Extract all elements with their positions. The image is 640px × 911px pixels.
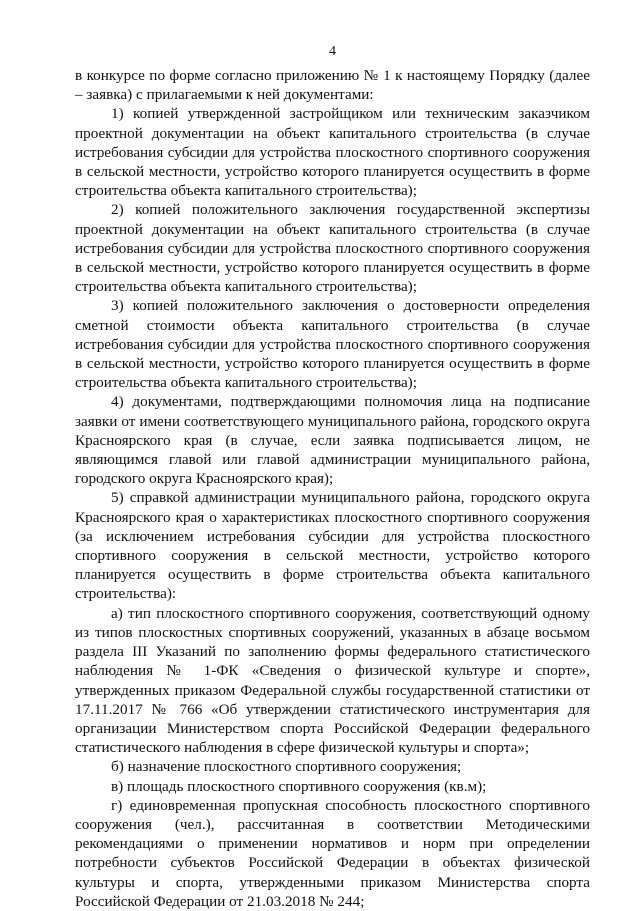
paragraph-item-3: 3) копией положительного заключения о достоверности определения сметной стоимости объекта капитального строительства (в случае истребования субсидии для устройства плоскостного спортивного сооружения в сельской местности, устройство которого планируется осуществить в форме строительства объекта капитального строительства); [75, 297, 590, 392]
paragraph-item-2: 2) копией положительного заключения государственной экспертизы проектной документации на объект капитального строительства (в случае истребования субсидии для устройства плоскостного спортивного сооружения в сельской местности, устройство которого планируется осуществить в форме строительства объекта капитального строительства); [75, 201, 590, 296]
paragraph-intro: в конкурсе по форме согласно приложению № 1 к настоящему Порядку (далее – заявка) с прилагаемыми к ней документами: [75, 67, 590, 104]
paragraph-item-1: 1) копией утвержденной застройщиком или техническим заказчиком проектной документации на объект капитального строительства (в случае истребования субсидии для устройства плоскостного спортивного сооружения в сельской местности, устройство которого планируется осуществить в форме строительства объекта капитального строительства); [75, 105, 590, 200]
paragraph-subitem-g: г) единовременная пропускная способность плоскостного спортивного сооружения (чел.), рассчитанная в соответствии Методическими рекомендациями о применении нормативов и норм при определении потребности субъектов Российской Федерации в объектах физической культуры и спорта, утвержденными приказом Министерства спорта Российской Федерации от 21.03.2018 № 244; [75, 796, 590, 910]
paragraph-item-4: 4) документами, подтверждающими полномочия лица на подписание заявки от имени соответствующего муниципального района, городского округа Красноярского края (в случае, если заявка подписывается лицом, не являющимся главой или главой администрации муниципального района, городского округа Красноярского края); [75, 393, 590, 488]
body-text [75, 66, 590, 911]
paragraph-item-5: 5) справкой администрации муниципального района, городского округа Красноярского края о характеристиках плоскостного спортивного сооружения (за исключением истребования субсидии для устройства плоскостного спортивного сооружения в сельской местности, устройство которого планируется осуществить в форме строительства объекта капитального строительства): [75, 489, 590, 603]
paragraph-subitem-v: в) площадь плоскостного спортивного сооружения (кв.м); [111, 777, 487, 795]
paragraph-subitem-b: б) назначение плоскостного спортивного сооружения; [111, 758, 462, 776]
page-number: 4 [329, 44, 336, 59]
paragraph-subitem-a: а) тип плоскостного спортивного сооружения, соответствующий одному из типов плоскостных спортивных сооружений, указанных в абзаце восьмом раздела III Указаний по заполнению формы федерального статистического наблюдения № 1-ФК «Сведения о физической культуре и спорте», утвержденных приказом Федеральной службы государственной статистики от 17.11.2017 № 766 «Об утверждении статистического инструментария для организации Министерством спорта Российской Федерации федерального статистического наблюдения в сфере физической культуры и спорта»; [75, 604, 590, 757]
